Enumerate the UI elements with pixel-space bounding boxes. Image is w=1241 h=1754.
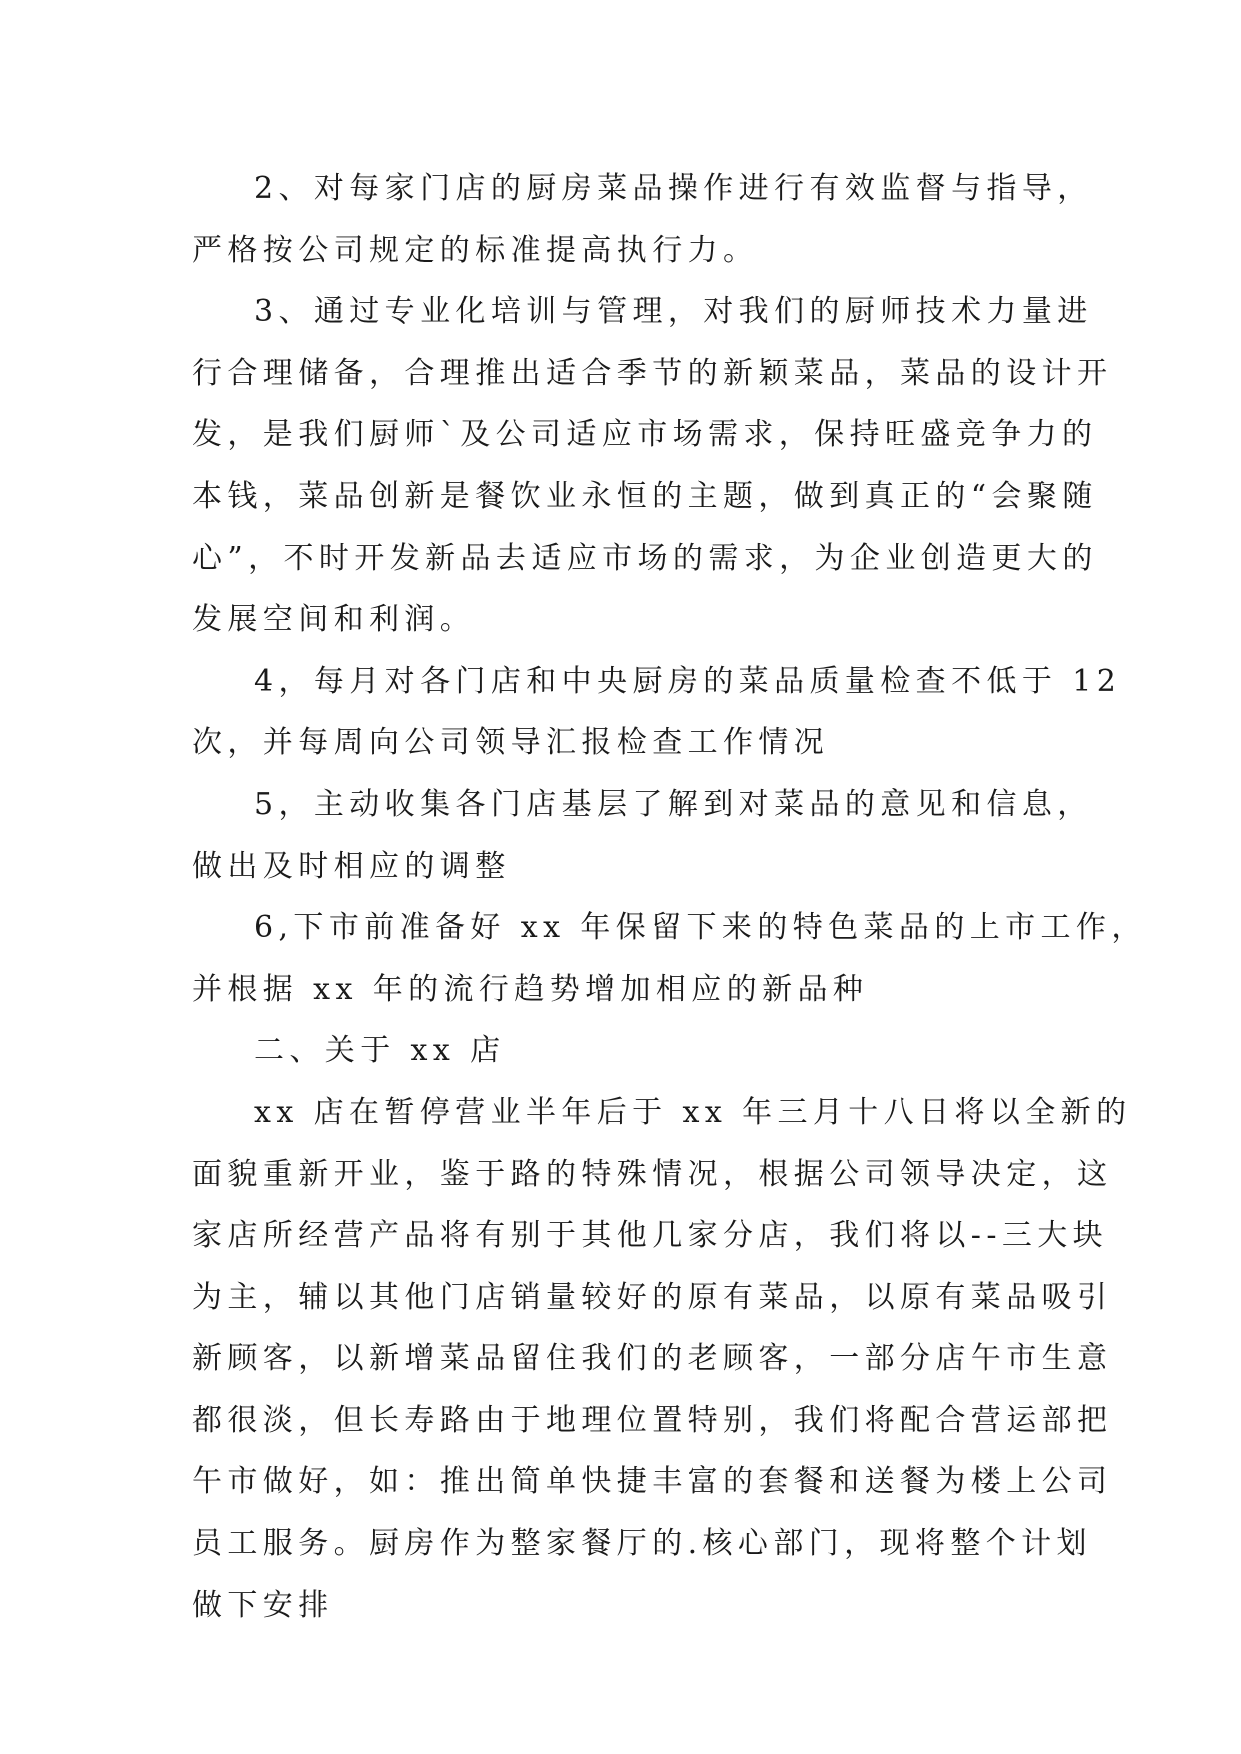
paragraph-item-5 bbox=[192, 774, 1093, 897]
text-line: 为主，辅以其他门店销量较好的原有菜品，以原有菜品吸引 bbox=[192, 1279, 1113, 1315]
section-heading-text: 二、关于 xx 店 bbox=[254, 1033, 506, 1069]
paragraph-item-4 bbox=[192, 651, 1122, 774]
section-heading bbox=[192, 1020, 1052, 1082]
text-line: 5，主动收集各门店基层了解到对菜品的意见和信息， bbox=[254, 786, 1093, 822]
text-line: 并根据 xx 年的流行趋势增加相应的新品种 bbox=[192, 971, 869, 1007]
text-line: 家店所经营产品将有别于其他几家分店，我们将以--三大块 bbox=[192, 1218, 1109, 1254]
text-line: 发展空间和利润。 bbox=[192, 602, 476, 638]
text-line: 4，每月对各门店和中央厨房的菜品质量检查不低于 12 bbox=[254, 663, 1122, 699]
text-line: 心”，不时开发新品去适应市场的需求，为企业创造更大的 bbox=[192, 540, 1098, 576]
text-line: 发，是我们厨师`及公司适应市场需求，保持旺盛竞争力的 bbox=[192, 417, 1098, 453]
text-line: 行合理储备，合理推出适合季节的新颖菜品，菜品的设计开 bbox=[192, 355, 1113, 391]
text-line: 3、通过专业化培训与管理，对我们的厨师技术力量进 bbox=[254, 294, 1093, 330]
text-line: 都很淡，但长寿路由于地理位置特别，我们将配合营运部把 bbox=[192, 1402, 1113, 1438]
text-line: 午市做好，如：推出简单快捷丰富的套餐和送餐为楼上公司 bbox=[192, 1464, 1113, 1500]
text-line: 严格按公司规定的标准提高执行力。 bbox=[192, 232, 759, 268]
paragraph-store-plan bbox=[192, 1082, 1132, 1636]
text-line: 本钱，菜品创新是餐饮业永恒的主题，做到真正的“会聚随 bbox=[192, 478, 1098, 514]
text-line: xx 店在暂停营业半年后于 xx 年三月十八日将以全新的 bbox=[254, 1094, 1132, 1130]
text-line: 员工服务。厨房作为整家餐厅的.核心部门，现将整个计划 bbox=[192, 1526, 1092, 1562]
text-line: 次，并每周向公司领导汇报检查工作情况 bbox=[192, 725, 830, 761]
document-body bbox=[192, 158, 1147, 1636]
text-line: 2、对每家门店的厨房菜品操作进行有效监督与指导， bbox=[254, 171, 1093, 206]
paragraph-item-3 bbox=[192, 281, 1113, 651]
paragraph-item-2 bbox=[192, 158, 1093, 281]
text-line: 做出及时相应的调整 bbox=[192, 848, 511, 884]
text-line: 做下安排 bbox=[192, 1587, 334, 1623]
text-line: 面貌重新开业，鉴于路的特殊情况，根据公司领导决定，这 bbox=[192, 1156, 1113, 1192]
paragraph-item-6 bbox=[192, 897, 1147, 1020]
text-line: 新顾客，以新增菜品留住我们的老顾客，一部分店午市生意 bbox=[192, 1341, 1113, 1377]
text-line: 6,下市前准备好 xx 年保留下来的特色菜品的上市工作， bbox=[254, 910, 1147, 946]
